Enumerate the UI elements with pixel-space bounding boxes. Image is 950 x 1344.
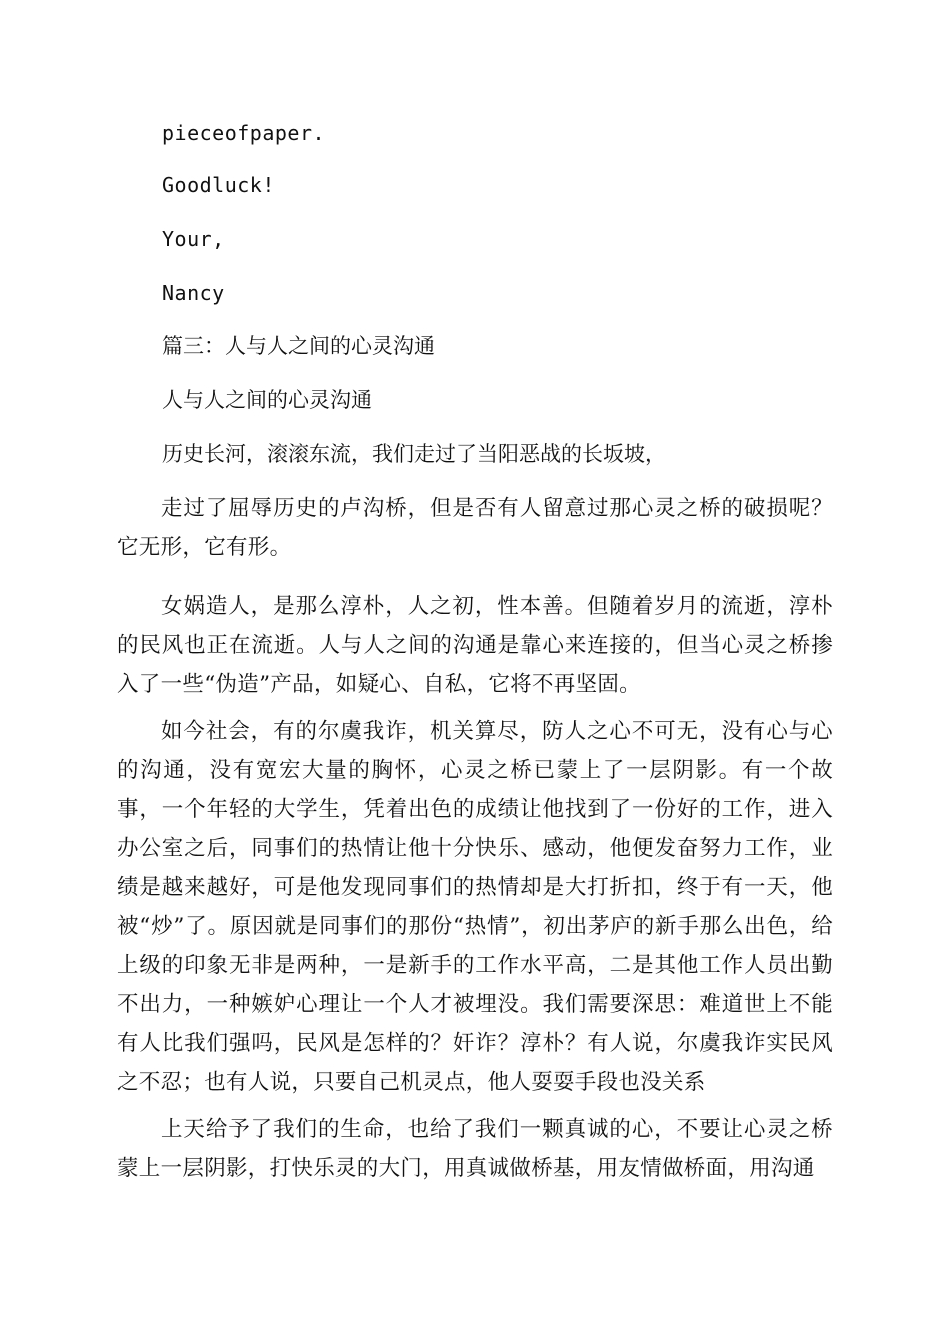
letter-line-your: Your,: [162, 227, 225, 251]
essay-paragraph-4: 上天给予了我们的生命，也给了我们一颗真诚的心，不要让心灵之桥蒙上一层阴影，打快乐灵的大门，用真诚做桥基，用友情做桥面，用沟通: [117, 1117, 833, 1181]
essay-title: 人与人之间的心灵沟通: [162, 388, 372, 412]
letter-line-paper: pieceofpaper.: [162, 121, 326, 145]
essay-paragraph-3: 如今社会，有的尔虞我诈，机关算尽，防人之心不可无，没有心与心的沟通，没有宽宏大量的胸怀，心灵之桥已蒙上了一层阴影。有一个故事，一个年轻的大学生，凭着出色的成绩让他找到了一份好的工作，进入办公室之后，同事们的热情让他十分快乐、感动，他便发奋努力工作，业绩是越来越好，可是他发现同事们的热情却是大打折扣，终于有一天，他被“炒”了。原因就是同事们的那份“热情”，初出茅庐的新手那么出色，给上级的印象无非是两种，一是新手的工作水平高，二是其他工作人员出勤不出力，一种嫉妒心理让一个人才被埋没。我们需要深思：难道世上不能有人比我们强吗，民风是怎样的？奸诈？淳朴？有人说，尔虞我诈实民风之不忍；也有人说，只要自己机灵点，他人耍耍手段也没关系: [117, 719, 833, 1095]
essay-paragraph-1: 走过了屈辱历史的卢沟桥，但是否有人留意过那心灵之桥的破损呢？它无形，它有形。: [117, 496, 833, 560]
essay-paragraph-2: 女娲造人，是那么淳朴，人之初，性本善。但随着岁月的流逝，淳朴的民风也正在流逝。人与人之间的沟通是靠心来连接的，但当心灵之桥掺入了一些“伪造”产品，如疑心、自私，它将不再坚固。: [117, 594, 833, 697]
section-heading: 篇三：人与人之间的心灵沟通: [162, 334, 435, 358]
letter-line-goodluck: Goodluck!: [162, 173, 275, 197]
letter-signature: Nancy: [162, 281, 225, 305]
essay-intro-line: 历史长河，滚滚东流，我们走过了当阳恶战的长坂坡，: [162, 442, 666, 466]
